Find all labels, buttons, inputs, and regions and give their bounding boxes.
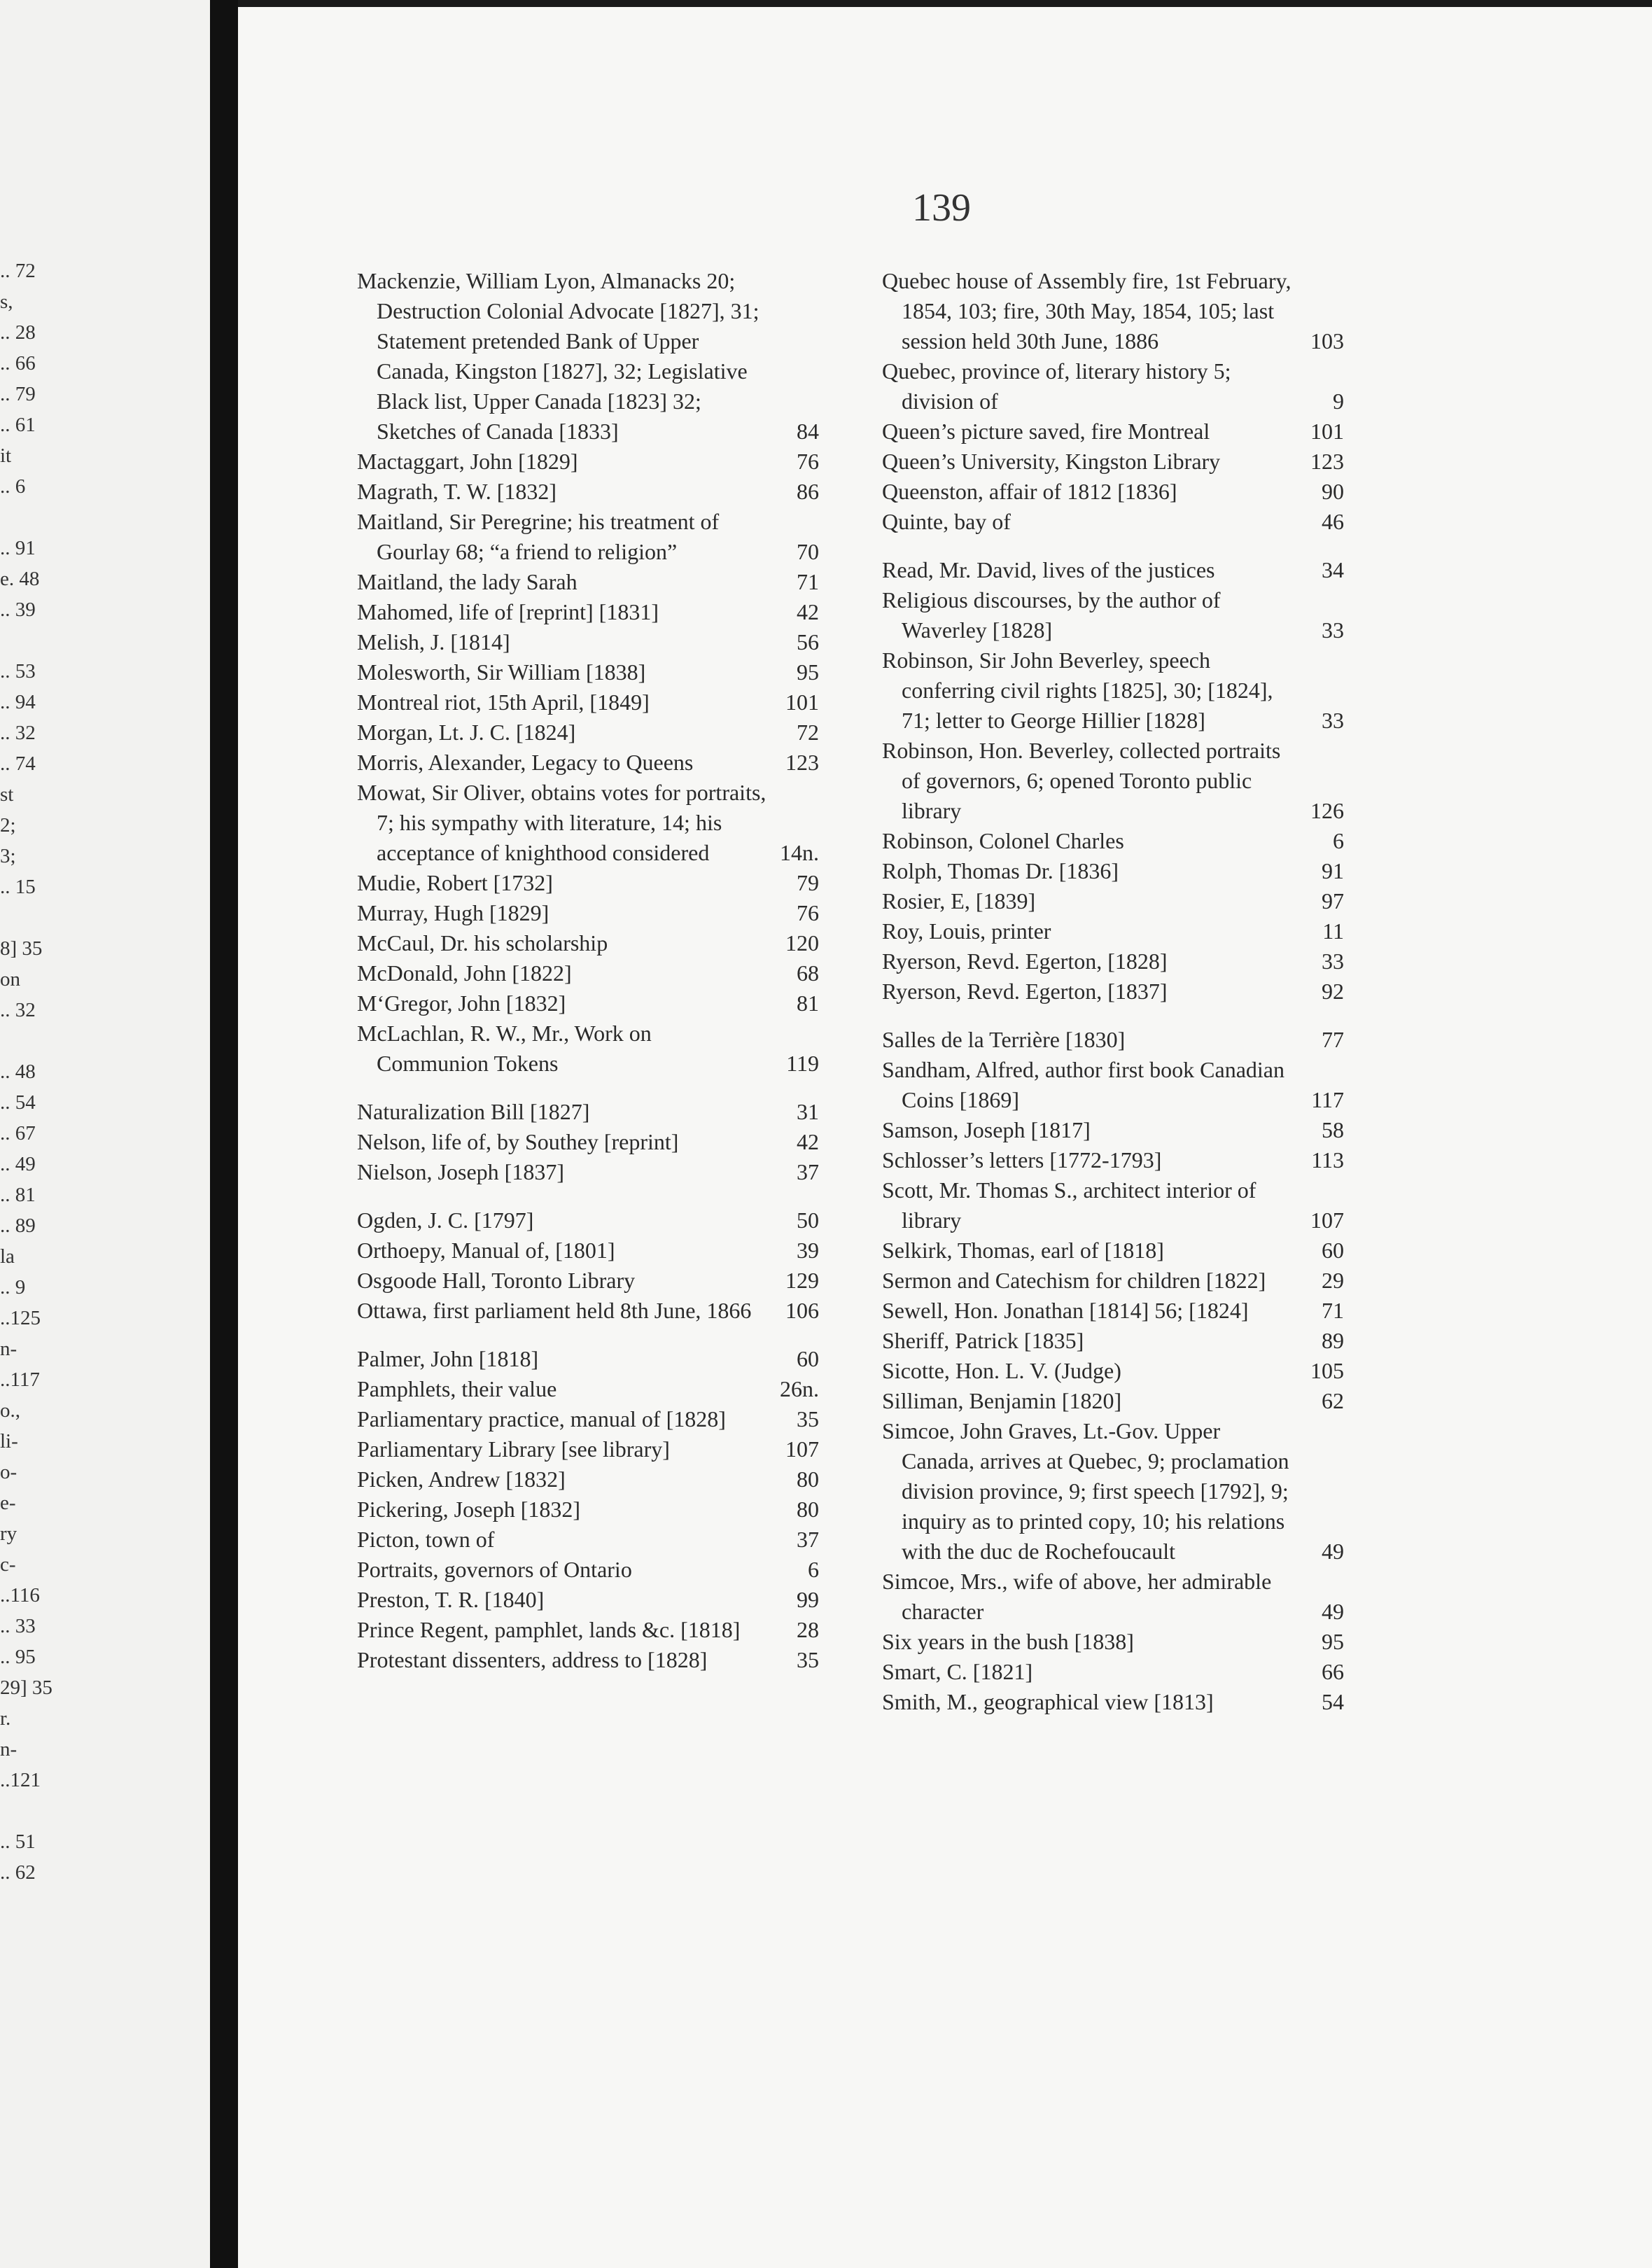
entry-text: Mactaggart, John [1829]	[357, 449, 578, 474]
index-entry	[882, 1145, 1344, 1175]
entry-page-number: 31	[797, 1099, 819, 1124]
entry-text: Queen’s picture saved, fire Montreal	[882, 419, 1210, 444]
section-gap	[882, 1007, 1344, 1025]
entry-page-number: 33	[1322, 617, 1344, 643]
entry-text: Quebec house of Assembly fire, 1st February, 1854, 103; fire, 30th May, 1854, 105; last session held 30th June, 1886	[882, 268, 1292, 354]
section-gap	[357, 1187, 819, 1205]
section-gap	[882, 537, 1344, 555]
entry-page-number: 11	[1322, 918, 1344, 944]
entry-text: Silliman, Benjamin [1820]	[882, 1388, 1122, 1413]
entry-page-number: 95	[1322, 1629, 1344, 1654]
entry-page-number: 26n.	[780, 1376, 819, 1401]
previous-page-fragment: s,	[0, 290, 13, 313]
index-entry	[882, 1567, 1344, 1627]
index-entry	[357, 898, 819, 928]
entry-text: Melish, J. [1814]	[357, 629, 510, 654]
previous-page-fragment: 3;	[0, 845, 16, 867]
entry-text: Ryerson, Revd. Egerton, [1828]	[882, 948, 1168, 974]
previous-page-fragment: .. 72	[0, 260, 36, 282]
index-entry	[357, 567, 819, 597]
index-entry	[882, 856, 1344, 886]
entry-page-number: 60	[1322, 1238, 1344, 1263]
entry-page-number: 49	[1322, 1599, 1344, 1624]
entry-page-number: 107	[785, 1436, 819, 1462]
entry-page-number: 37	[797, 1159, 819, 1184]
entry-page-number: 119	[786, 1051, 819, 1076]
entry-page-number: 34	[1322, 557, 1344, 582]
index-entry	[357, 1525, 819, 1555]
entry-page-number: 76	[797, 449, 819, 474]
entry-text: Nielson, Joseph [1837]	[357, 1159, 564, 1184]
index-entry	[357, 1236, 819, 1266]
entry-text: Portraits, governors of Ontario	[357, 1557, 632, 1582]
entry-text: Religious discourses, by the author of Waverley [1828]	[882, 587, 1221, 643]
previous-page-fragment: e-	[0, 1492, 16, 1514]
entry-page-number: 123	[785, 750, 819, 775]
entry-text: Ogden, J. C. [1797]	[357, 1208, 534, 1233]
entry-text: McLachlan, R. W., Mr., Work on Communion Tokens	[357, 1021, 652, 1076]
index-entry	[357, 988, 819, 1018]
previous-page-fragment: li-	[0, 1430, 18, 1452]
index-entry	[882, 1115, 1344, 1145]
entry-page-number: 33	[1322, 708, 1344, 733]
index-entry	[882, 1657, 1344, 1687]
previous-page-fragment: ..116	[0, 1584, 40, 1606]
entry-page-number: 97	[1322, 888, 1344, 913]
index-entry	[882, 645, 1344, 736]
entry-page-number: 103	[1310, 328, 1344, 354]
index-entry	[882, 1687, 1344, 1717]
index-entry	[357, 718, 819, 748]
index-entry	[882, 1627, 1344, 1657]
index-entry	[357, 1434, 819, 1464]
entry-text: Samson, Joseph [1817]	[882, 1117, 1091, 1142]
index-entry	[357, 1374, 819, 1404]
index-entry	[357, 868, 819, 898]
index-entry	[357, 477, 819, 507]
entry-text: Protestant dissenters, address to [1828]	[357, 1647, 708, 1672]
entry-text: McCaul, Dr. his scholarship	[357, 930, 608, 955]
entry-page-number: 86	[797, 479, 819, 504]
index-entry	[357, 1344, 819, 1374]
previous-page-fragment: .. 33	[0, 1615, 36, 1637]
previous-page-fragment: .. 61	[0, 414, 36, 436]
previous-page-fragment: .. 94	[0, 691, 36, 713]
entry-page-number: 66	[1322, 1659, 1344, 1684]
entry-page-number: 117	[1311, 1087, 1344, 1112]
entry-page-number: 28	[797, 1617, 819, 1642]
entry-text: Maitland, the lady Sarah	[357, 569, 578, 594]
entry-page-number: 71	[797, 569, 819, 594]
entry-text: Picken, Andrew [1832]	[357, 1466, 566, 1492]
entry-page-number: 106	[785, 1298, 819, 1323]
entry-text: Mudie, Robert [1732]	[357, 870, 553, 895]
entry-text: Orthoepy, Manual of, [1801]	[357, 1238, 615, 1263]
entry-text: Osgoode Hall, Toronto Library	[357, 1268, 636, 1293]
index-entry	[357, 1645, 819, 1675]
entry-page-number: 107	[1310, 1208, 1344, 1233]
entry-page-number: 77	[1322, 1027, 1344, 1052]
entry-text: Sermon and Catechism for children [1822]	[882, 1268, 1266, 1293]
index-entry	[357, 447, 819, 477]
index-entry	[357, 657, 819, 687]
index-entry	[357, 507, 819, 567]
entry-text: Magrath, T. W. [1832]	[357, 479, 556, 504]
previous-page-fragment: .. 39	[0, 598, 36, 621]
previous-page-fragment: 29] 35	[0, 1676, 52, 1699]
entry-page-number: 56	[797, 629, 819, 654]
previous-page-fragment: .. 91	[0, 537, 36, 559]
entry-text: Molesworth, Sir William [1838]	[357, 659, 646, 685]
entry-text: Robinson, Colonel Charles	[882, 828, 1124, 853]
index-column-left	[357, 266, 819, 1675]
previous-page-fragment: st	[0, 783, 14, 806]
previous-page-fragment: ..121	[0, 1769, 41, 1791]
index-page	[238, 7, 1652, 2268]
index-entry	[882, 736, 1344, 826]
index-entry	[882, 416, 1344, 447]
entry-page-number: 126	[1310, 798, 1344, 823]
entry-page-number: 81	[797, 990, 819, 1016]
index-entry	[357, 1585, 819, 1615]
index-entry	[357, 1296, 819, 1326]
entry-page-number: 101	[1310, 419, 1344, 444]
index-entry	[357, 627, 819, 657]
entry-text: Palmer, John [1818]	[357, 1346, 539, 1371]
section-gap	[357, 1079, 819, 1097]
entry-page-number: 42	[797, 1129, 819, 1154]
entry-page-number: 68	[797, 960, 819, 986]
previous-page-fragment: r.	[0, 1707, 11, 1730]
entry-page-number: 49	[1322, 1539, 1344, 1564]
previous-page-edge	[0, 0, 210, 2268]
index-entry	[357, 1127, 819, 1157]
entry-text: Prince Regent, pamphlet, lands &c. [1818]	[357, 1617, 741, 1642]
previous-page-fragment: .. 95	[0, 1646, 36, 1668]
previous-page-fragment: 2;	[0, 814, 16, 836]
previous-page-fragment: o.,	[0, 1399, 20, 1422]
previous-page-fragment: .. 62	[0, 1861, 36, 1884]
entry-text: Mowat, Sir Oliver, obtains votes for portraits, 7; his sympathy with literature, 14; his acceptance of knighthood considered	[357, 780, 766, 865]
entry-page-number: 46	[1322, 509, 1344, 534]
index-entry	[882, 1326, 1344, 1356]
entry-page-number: 35	[797, 1647, 819, 1672]
previous-page-fragment: ry	[0, 1522, 18, 1545]
index-entry	[357, 1157, 819, 1187]
entry-page-number: 50	[797, 1208, 819, 1233]
entry-text: Sewell, Hon. Jonathan [1814] 56; [1824]	[882, 1298, 1249, 1323]
entry-text: Robinson, Hon. Beverley, collected portraits of governors, 6; opened Toronto public library	[882, 738, 1281, 823]
entry-page-number: 6	[1333, 828, 1344, 853]
previous-page-fragment: ..125	[0, 1307, 41, 1329]
previous-page-fragment: .. 32	[0, 722, 36, 744]
previous-page-fragment: .. 6	[0, 475, 26, 498]
index-entry	[357, 1555, 819, 1585]
index-entry	[357, 266, 819, 447]
previous-page-fragment: la	[0, 1245, 15, 1268]
entry-text: Naturalization Bill [1827]	[357, 1099, 590, 1124]
entry-page-number: 105	[1310, 1358, 1344, 1383]
entry-text: Simcoe, John Graves, Lt.-Gov. Upper Canada, arrives at Quebec, 9; proclamation division province, 9; first speech [1792], 9; inquiry as to printed copy, 10; his relations with the duc de Rochefoucault	[882, 1418, 1289, 1564]
previous-page-fragment: .. 49	[0, 1153, 36, 1175]
entry-page-number: 14n.	[780, 840, 819, 865]
index-entry	[357, 748, 819, 778]
index-entry	[882, 585, 1344, 645]
previous-page-fragment: 8] 35	[0, 937, 43, 960]
index-entry	[882, 507, 1344, 537]
entry-text: Maitland, Sir Peregrine; his treatment of Gourlay 68; “a friend to religion”	[357, 509, 720, 564]
entry-text: Scott, Mr. Thomas S., architect interior of library	[882, 1177, 1256, 1233]
entry-text: Murray, Hugh [1829]	[357, 900, 550, 925]
index-entry	[357, 1266, 819, 1296]
entry-page-number: 62	[1322, 1388, 1344, 1413]
entry-text: Simcoe, Mrs., wife of above, her admirable character	[882, 1569, 1272, 1624]
index-entry	[882, 1416, 1344, 1567]
entry-text: Parliamentary practice, manual of [1828]	[357, 1406, 726, 1432]
previous-page-fragment: n-	[0, 1338, 18, 1360]
entry-page-number: 79	[797, 870, 819, 895]
entry-text: Mackenzie, William Lyon, Almanacks 20; Destruction Colonial Advocate [1827], 31; Statement pretended Bank of Upper Canada, Kingston [1827], 32; Legislative Black list, Upper Canada [1823] 32; Sketches of Canada [1833]	[357, 268, 760, 444]
entry-text: Pickering, Joseph [1832]	[357, 1497, 581, 1522]
entry-page-number: 33	[1322, 948, 1344, 974]
index-entry	[882, 1175, 1344, 1236]
index-entry	[357, 1018, 819, 1079]
entry-page-number: 42	[797, 599, 819, 624]
previous-page-fragment: e. 48	[0, 568, 40, 590]
entry-text: Roy, Louis, printer	[882, 918, 1051, 944]
entry-text: Smart, C. [1821]	[882, 1659, 1033, 1684]
index-entry	[882, 555, 1344, 585]
entry-text: Salles de la Terrière [1830]	[882, 1027, 1126, 1052]
index-entry	[882, 826, 1344, 856]
previous-page-fragment: .. 81	[0, 1184, 36, 1206]
entry-page-number: 89	[1322, 1328, 1344, 1353]
previous-page-fragment: .. 74	[0, 752, 36, 775]
entry-page-number: 39	[797, 1238, 819, 1263]
entry-text: Ottawa, first parliament held 8th June, 1866	[357, 1298, 752, 1323]
index-entry	[357, 958, 819, 988]
entry-text: Sicotte, Hon. L. V. (Judge)	[882, 1358, 1121, 1383]
entry-text: Six years in the bush [1838]	[882, 1629, 1134, 1654]
entry-text: Rosier, E, [1839]	[882, 888, 1036, 913]
previous-page-fragment: .. 79	[0, 383, 36, 405]
previous-page-fragment: o-	[0, 1461, 18, 1483]
index-entry	[357, 778, 819, 868]
entry-page-number: 84	[797, 419, 819, 444]
entry-page-number: 90	[1322, 479, 1344, 504]
entry-text: Queen’s University, Kingston Library	[882, 449, 1221, 474]
index-entry	[882, 477, 1344, 507]
entry-text: Queenston, affair of 1812 [1836]	[882, 479, 1177, 504]
entry-text: Preston, T. R. [1840]	[357, 1587, 545, 1612]
index-entry	[882, 946, 1344, 976]
entry-text: Quinte, bay of	[882, 509, 1011, 534]
index-entry	[357, 687, 819, 718]
entry-text: Smith, M., geographical view [1813]	[882, 1689, 1214, 1714]
entry-text: Picton, town of	[357, 1527, 495, 1552]
previous-page-fragment: it	[0, 444, 12, 467]
entry-text: McDonald, John [1822]	[357, 960, 572, 986]
index-entry	[357, 1404, 819, 1434]
page-number: 139	[912, 186, 971, 230]
index-column-right	[882, 266, 1344, 1717]
entry-page-number: 71	[1322, 1298, 1344, 1323]
entry-text: Sandham, Alfred, author first book Canadian Coins [1869]	[882, 1057, 1284, 1112]
index-entry	[882, 447, 1344, 477]
entry-text: Morgan, Lt. J. C. [1824]	[357, 720, 576, 745]
previous-page-fragment: .. 66	[0, 352, 36, 374]
entry-text: Robinson, Sir John Beverley, speech conferring civil rights [1825], 30; [1824], 71; letter to George Hillier [1828]	[882, 648, 1273, 733]
entry-page-number: 123	[1310, 449, 1344, 474]
index-entry	[882, 1386, 1344, 1416]
index-entry	[357, 1494, 819, 1525]
index-entry	[882, 976, 1344, 1007]
entry-page-number: 54	[1322, 1689, 1344, 1714]
entry-text: Mahomed, life of [reprint] [1831]	[357, 599, 659, 624]
entry-page-number: 92	[1322, 979, 1344, 1004]
entry-page-number: 101	[785, 690, 819, 715]
entry-text: Montreal riot, 15th April, [1849]	[357, 690, 650, 715]
book-gutter	[210, 0, 238, 2268]
index-entry	[882, 916, 1344, 946]
entry-text: M‘Gregor, John [1832]	[357, 990, 566, 1016]
previous-page-fragment: .. 89	[0, 1214, 36, 1237]
entry-page-number: 37	[797, 1527, 819, 1552]
entry-text: Pamphlets, their value	[357, 1376, 557, 1401]
index-entry	[357, 1097, 819, 1127]
entry-text: Rolph, Thomas Dr. [1836]	[882, 858, 1119, 883]
previous-page-fragment: .. 51	[0, 1830, 36, 1853]
entry-page-number: 76	[797, 900, 819, 925]
entry-page-number: 60	[797, 1346, 819, 1371]
entry-page-number: 70	[797, 539, 819, 564]
entry-text: Sheriff, Patrick [1835]	[882, 1328, 1084, 1353]
entry-page-number: 72	[797, 720, 819, 745]
index-entry	[882, 1266, 1344, 1296]
previous-page-fragment: .. 28	[0, 321, 36, 344]
previous-page-fragment: .. 67	[0, 1122, 36, 1144]
index-entry	[882, 1236, 1344, 1266]
previous-page-fragment: on	[0, 968, 20, 990]
previous-page-fragment: .. 15	[0, 876, 36, 898]
entry-page-number: 129	[785, 1268, 819, 1293]
index-entry	[882, 1055, 1344, 1115]
index-entry	[357, 597, 819, 627]
entry-page-number: 99	[797, 1587, 819, 1612]
entry-page-number: 113	[1311, 1147, 1344, 1172]
entry-page-number: 35	[797, 1406, 819, 1432]
index-entry	[357, 1464, 819, 1494]
index-entry	[357, 1205, 819, 1236]
entry-page-number: 120	[785, 930, 819, 955]
entry-page-number: 58	[1322, 1117, 1344, 1142]
entry-text: Read, Mr. David, lives of the justices	[882, 557, 1215, 582]
previous-page-fragment: .. 9	[0, 1276, 26, 1298]
entry-text: Morris, Alexander, Legacy to Queens	[357, 750, 694, 775]
previous-page-fragment: c-	[0, 1553, 16, 1576]
entry-page-number: 80	[797, 1497, 819, 1522]
previous-page-fragment: .. 32	[0, 999, 36, 1021]
entry-text: Selkirk, Thomas, earl of [1818]	[882, 1238, 1164, 1263]
entry-text: Parliamentary Library [see library]	[357, 1436, 670, 1462]
entry-page-number: 95	[797, 659, 819, 685]
entry-text: Schlosser’s letters [1772-1793]	[882, 1147, 1162, 1172]
entry-page-number: 9	[1333, 388, 1344, 414]
previous-page-fragment: n-	[0, 1738, 18, 1760]
index-entry	[882, 1356, 1344, 1386]
index-entry	[882, 1025, 1344, 1055]
previous-page-fragment: .. 54	[0, 1091, 36, 1114]
previous-page-fragment: .. 53	[0, 660, 36, 682]
entry-page-number: 80	[797, 1466, 819, 1492]
section-gap	[357, 1326, 819, 1344]
previous-page-fragment: .. 48	[0, 1060, 36, 1083]
index-entry	[882, 356, 1344, 416]
entry-page-number: 91	[1322, 858, 1344, 883]
index-entry	[882, 886, 1344, 916]
entry-page-number: 6	[808, 1557, 819, 1582]
index-entry	[882, 1296, 1344, 1326]
entry-text: Quebec, province of, literary history 5; division of	[882, 358, 1231, 414]
entry-page-number: 29	[1322, 1268, 1344, 1293]
index-entry	[357, 1615, 819, 1645]
previous-page-fragment: ..117	[0, 1368, 40, 1391]
index-entry	[357, 928, 819, 958]
entry-text: Ryerson, Revd. Egerton, [1837]	[882, 979, 1168, 1004]
entry-text: Nelson, life of, by Southey [reprint]	[357, 1129, 679, 1154]
index-entry	[882, 266, 1344, 356]
